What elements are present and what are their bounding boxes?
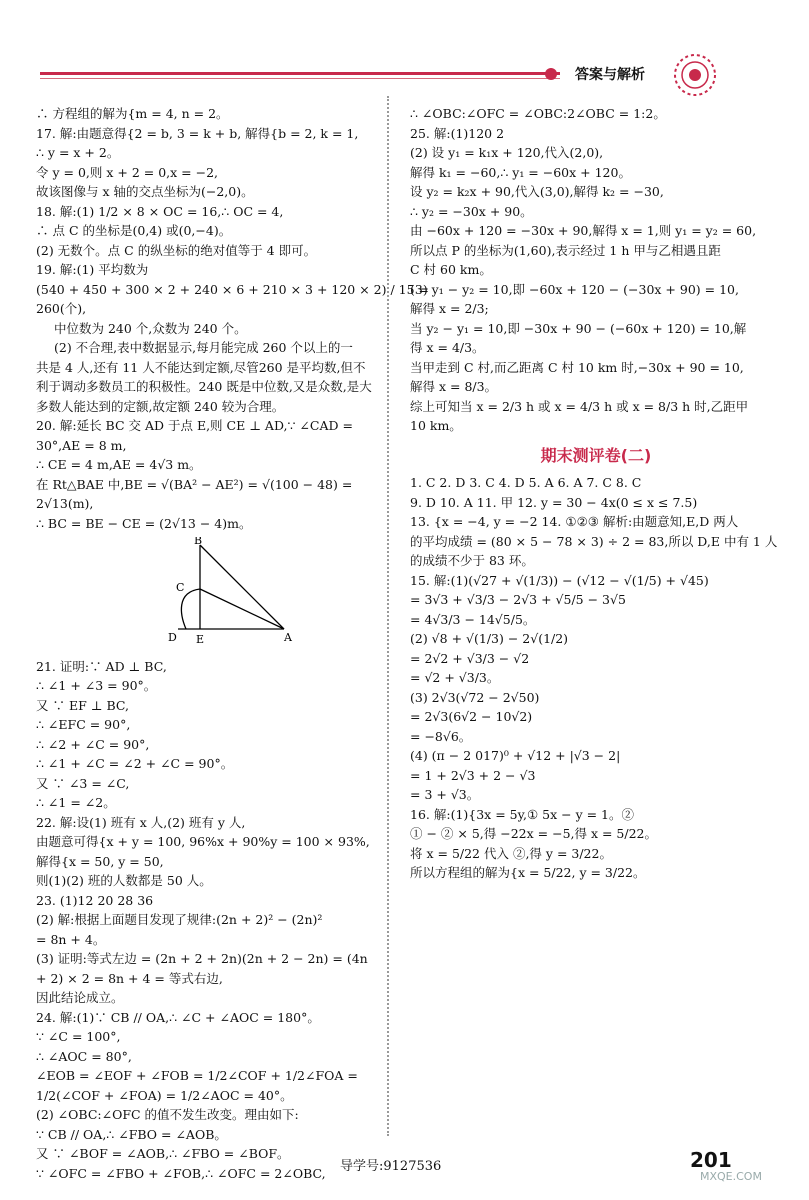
answer-line: = 4√3/3 − 14√5/5。	[410, 611, 536, 627]
answer-line: 的平均成绩 = (80 × 5 − 78 × 3) ÷ 2 = 83,所以 D,E 中有 1 人	[410, 533, 778, 549]
answer-line: ∴ BC = BE − CE = (2√13 − 4)m。	[36, 515, 252, 531]
answer-line: 当甲走到 C 村,而乙距离 C 村 10 km 时,−30x + 90 = 10,	[410, 359, 744, 375]
answer-line: 共是 4 人,还有 11 人不能达到定额,尽管260 是平均数,但不	[36, 359, 366, 375]
answer-line: 1. C 2. D 3. C 4. D 5. A 6. A 7. C 8. C	[410, 475, 642, 490]
page-header	[0, 0, 809, 100]
answer-line: ∴ ∠EFC = 90°,	[36, 717, 131, 732]
answer-line: ∵ CB // OA,∴ ∠FBO = ∠AOB。	[36, 1126, 227, 1142]
triangle-figure	[166, 537, 296, 647]
answer-line: (2) 设 y₁ = k₁x + 120,代入(2,0),	[410, 145, 604, 160]
answer-line: ∠EOB = ∠EOF + ∠FOB = 1/2∠COF + 1/2∠FOA =	[36, 1068, 358, 1083]
answer-line: 23. (1)12 20 28 36	[36, 892, 154, 908]
answer-line: = 3√3 + √3/3 − 2√3 + √5/5 − 3√5	[410, 592, 626, 607]
flower-logo-icon	[672, 52, 718, 98]
answer-line: 18. 解:(1) 1/2 × 8 × OC = 16,∴ OC = 4,	[36, 203, 284, 219]
answer-line: (4) (π − 2 017)⁰ + √12 + |√3 − 2|	[410, 748, 621, 763]
answer-line: 则(1)(2) 班的人数都是 50 人。	[36, 873, 212, 888]
page-footer	[0, 1140, 809, 1200]
answer-line: (3) 证明:等式左边 = (2n + 2 + 2n)(2n + 2 − 2n) = (4n	[36, 951, 368, 966]
label-a: A	[284, 631, 292, 644]
answer-line: 所以方程组的解为{x = 5/22, y = 3/22。	[410, 865, 646, 880]
label-c: C	[176, 581, 185, 594]
answer-line: 故该图像与 x 轴的交点坐标为(−2,0)。	[36, 184, 254, 199]
answer-line: 当 y₂ − y₁ = 10,即 −30x + 90 − (−60x + 120) = 10,解	[410, 320, 747, 336]
answer-line: 将 x = 5/22 代入 ②,得 y = 3/22。	[410, 845, 612, 861]
answer-line: 10 km。	[410, 418, 462, 433]
header-dot	[545, 68, 557, 80]
answer-line: 多数人能达到的定额,故定额 240 较为合理。	[36, 398, 285, 414]
answer-line: 260(个),	[36, 301, 87, 316]
answer-line: 又 ∵ EF ⊥ BC,	[36, 697, 129, 713]
header-rule	[40, 72, 560, 75]
answer-line: ∴ ∠AOC = 80°,	[36, 1048, 132, 1064]
answer-line: 30°,AE = 8 m,	[36, 437, 127, 453]
answer-line: 1/2(∠COF + ∠FOA) = 1/2∠AOC = 40°。	[36, 1087, 293, 1103]
answer-line: 又 ∵ ∠3 = ∠C,	[36, 775, 130, 791]
answer-line: = 2√2 + √3/3 − √2	[410, 650, 530, 666]
answer-line: ∴ ∠OBC:∠OFC = ∠OBC:2∠OBC = 1:2。	[410, 106, 666, 121]
answer-line: ∴ 点 C 的坐标是(0,4) 或(0,−4)。	[36, 223, 232, 238]
answer-line: 21. 证明:∵ AD ⊥ BC,	[36, 658, 167, 674]
page-number: 201	[690, 1148, 732, 1172]
answer-line: 由题意可得{x + y = 100, 96%x + 90%y = 100 × 93%,	[36, 834, 370, 849]
watermark: MXQE.COM	[700, 1170, 762, 1183]
answer-line: 20. 解:延长 BC 交 AD 于点 E,则 CE ⊥ AD,∵ ∠CAD =	[36, 418, 353, 433]
answer-line: 由 −60x + 120 = −30x + 90,解得 x = 1,则 y₁ = y₂ = 60,	[410, 223, 757, 238]
answer-line: ∴ y₂ = −30x + 90。	[410, 203, 533, 219]
answer-line: 25. 解:(1)120 2	[410, 125, 505, 141]
answer-line: 2√13(m),	[36, 496, 94, 511]
answer-line: = 1 + 2√3 + 2 − √3	[410, 767, 536, 783]
answer-line: (2) 无数个。点 C 的纵坐标的绝对值等于 4 即可。	[36, 242, 317, 258]
answer-line: = 8n + 4。	[36, 931, 106, 947]
answer-line: 令 y = 0,则 x + 2 = 0,x = −2,	[36, 164, 218, 180]
answer-line: 综上可知当 x = 2/3 h 或 x = 4/3 h 或 x = 8/3 h 时,乙距甲	[410, 398, 749, 414]
answer-line: ∴ ∠2 + ∠C = 90°,	[36, 736, 150, 752]
answer-line: = 3 + √3。	[410, 787, 480, 802]
answer-line: 所以点 P 的坐标为(1,60),表示经过 1 h 甲与乙相遇且距	[410, 242, 721, 258]
answer-line: 得 x = 4/3。	[410, 340, 485, 355]
right-column	[410, 104, 782, 883]
answer-line: = √2 + √3/3。	[410, 670, 500, 685]
answer-line: ∵ ∠OFC = ∠FBO + ∠FOB,∴ ∠OFC = 2∠OBC,	[36, 1165, 326, 1181]
answer-line: 因此结论成立。	[36, 990, 124, 1005]
header-title: 答案与解析	[575, 67, 645, 83]
label-d: D	[168, 631, 177, 644]
answer-line: C 村 60 km。	[410, 262, 492, 277]
answer-line: ∴ ∠1 + ∠C = ∠2 + ∠C = 90°。	[36, 756, 234, 771]
answer-line: 设 y₂ = k₂x + 90,代入(3,0),解得 k₂ = −30,	[410, 184, 664, 199]
section-title: 期末测评卷(二)	[540, 445, 652, 465]
answer-line: (2) 不合理,表中数据显示,每月能完成 260 个以上的一	[54, 340, 353, 355]
column-divider	[387, 96, 389, 1136]
answer-line: 19. 解:(1) 平均数为	[36, 262, 149, 277]
answer-line: 在 Rt△BAE 中,BE = √(BA² − AE²) = √(100 − 48) =	[36, 476, 353, 492]
label-e: E	[196, 633, 205, 646]
answer-line: ① − ② × 5,得 −22x = −5,得 x = 5/22。	[410, 826, 658, 841]
answer-line: 又 ∵ ∠BOF = ∠AOB,∴ ∠FBO = ∠BOF。	[36, 1146, 290, 1161]
answer-line: (2) ∠OBC:∠OFC 的值不发生改变。理由如下:	[36, 1107, 299, 1122]
answer-line: 24. 解:(1)∵ CB // OA,∴ ∠C + ∠AOC = 180°。	[36, 1009, 320, 1025]
answer-line: 解得{x = 50, y = 50,	[36, 853, 164, 869]
answer-line: 解得 x = 8/3。	[410, 379, 498, 394]
answer-line: ∴ CE = 4 m,AE = 4√3 m。	[36, 457, 202, 472]
answer-line: 解得 k₁ = −60,∴ y₁ = −60x + 120。	[410, 164, 631, 180]
answer-line: + 2) × 2 = 8n + 4 = 等式右边,	[36, 970, 223, 986]
answer-line: ∴ y = x + 2。	[36, 145, 120, 160]
answer-line: 16. 解:(1){3x = 5y,① 5x − y = 1。②	[410, 806, 635, 822]
answer-line: (540 + 450 + 300 × 2 + 240 × 6 + 210 × 3 + 120 × 2) / 15 =	[36, 281, 430, 297]
answer-line: 解得 x = 2/3;	[410, 301, 489, 316]
answer-line: = −8√6。	[410, 728, 472, 744]
answer-line: ∵ ∠C = 100°,	[36, 1029, 121, 1044]
answer-line: ∴ 方程组的解为{m = 4, n = 2。	[36, 106, 229, 121]
answer-line: 利于调动多数员工的积极性。240 既是中位数,又是众数,是大	[36, 379, 372, 394]
answer-line: 中位数为 240 个,众数为 240 个。	[54, 320, 247, 336]
label-b: B	[194, 537, 203, 547]
answer-line: 的成绩不少于 83 环。	[410, 553, 534, 568]
answer-line: = 2√3(6√2 − 10√2)	[410, 709, 533, 724]
answer-line: (3) 2√3(√72 − 2√50)	[410, 689, 540, 705]
answer-line: 9. D 10. A 11. 甲 12. y = 30 − 4x(0 ≤ x ≤ 7.5)	[410, 494, 698, 510]
answer-line: (3) y₁ − y₂ = 10,即 −60x + 120 − (−30x + 90) = 10,	[410, 281, 739, 297]
answer-line: 17. 解:由题意得{2 = b, 3 = k + b, 解得{b = 2, k = 1,	[36, 125, 359, 141]
answer-line: 22. 解:设(1) 班有 x 人,(2) 班有 y 人,	[36, 814, 246, 830]
answer-line: 13. {x = −4, y = −2 14. ①②③ 解析:由题意知,E,D 两人	[410, 514, 739, 529]
answer-line: ∴ ∠1 + ∠3 = 90°。	[36, 678, 157, 693]
header-rule-thin	[40, 78, 560, 79]
guide-number: 导学号:9127536	[340, 1159, 442, 1174]
answer-line: (2) 解:根据上面题目发现了规律:(2n + 2)² − (2n)²	[36, 912, 323, 927]
answer-line: ∴ ∠1 = ∠2。	[36, 795, 116, 810]
answer-line: (2) √8 + √(1/3) − 2√(1/2)	[410, 631, 569, 646]
answer-line: 15. 解:(1)(√27 + √(1/3)) − (√12 − √(1/5) + √45)	[410, 572, 709, 588]
